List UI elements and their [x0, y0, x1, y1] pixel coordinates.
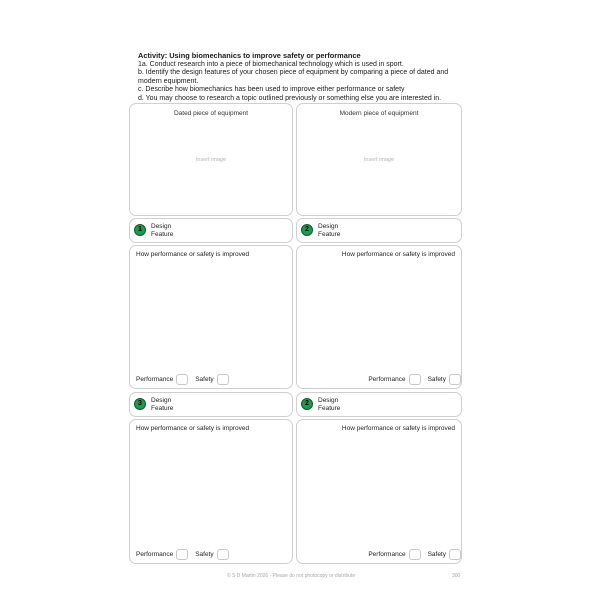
safety-checkbox[interactable]	[217, 549, 229, 560]
performance-checkbox[interactable]	[409, 549, 421, 560]
performance-checkbox[interactable]	[409, 374, 421, 385]
outcome-checkboxes	[136, 549, 236, 560]
performance-label: Performance	[136, 551, 174, 558]
how-improved-box-2[interactable]	[296, 245, 462, 389]
safety-label: Safety	[195, 551, 214, 558]
design-feature-label-line2: Feature	[318, 231, 341, 238]
safety-checkbox[interactable]	[217, 374, 229, 385]
design-feature-box-4[interactable]	[296, 392, 462, 417]
instruction-b: b. Identify the design features of your chosen piece of equipment by comparing a piece of dated and modern equipment.	[138, 69, 449, 85]
design-feature-label-line2: Feature	[151, 405, 174, 412]
activity-instructions	[138, 52, 468, 104]
design-feature-label	[151, 397, 211, 413]
dated-equipment-image-box[interactable]	[129, 103, 293, 216]
design-feature-label	[318, 223, 378, 239]
instruction-1a: 1a. Conduct research into a piece of biomechanical technology which is used in sport.	[138, 60, 404, 68]
safety-label: Safety	[195, 376, 214, 383]
performance-label: Performance	[368, 551, 406, 558]
design-feature-label-line1: Design	[318, 397, 339, 404]
insert-image-placeholder: Insert image	[363, 157, 395, 163]
design-feature-label-line1: Design	[318, 223, 339, 230]
safety-label: Safety	[427, 376, 446, 383]
safety-checkbox[interactable]	[449, 549, 461, 560]
performance-label: Performance	[368, 376, 406, 383]
safety-checkbox[interactable]	[449, 374, 461, 385]
performance-checkbox[interactable]	[176, 374, 188, 385]
how-improved-prompt: How performance or safety is improved	[341, 425, 455, 432]
how-improved-prompt: How performance or safety is improved	[136, 425, 250, 432]
design-feature-label-line2: Feature	[151, 231, 174, 238]
design-feature-label-line1: Design	[151, 397, 172, 404]
how-improved-prompt: How performance or safety is improved	[341, 251, 455, 258]
outcome-checkboxes	[368, 374, 461, 385]
dated-equipment-caption: Dated piece of equipment	[173, 110, 249, 117]
how-improved-box-4[interactable]	[296, 419, 462, 564]
feature-number-badge: 1	[134, 224, 146, 236]
design-feature-box-2[interactable]	[296, 218, 462, 243]
design-feature-label	[151, 223, 211, 239]
safety-label: Safety	[427, 551, 446, 558]
feature-number-badge: 2	[301, 224, 313, 236]
how-improved-prompt: How performance or safety is improved	[136, 251, 250, 258]
how-improved-box-1[interactable]	[129, 245, 293, 389]
page-number: 300	[452, 573, 461, 579]
design-feature-box-1[interactable]	[129, 218, 293, 243]
outcome-checkboxes	[368, 549, 461, 560]
design-feature-label	[318, 397, 378, 413]
how-improved-box-3[interactable]	[129, 419, 293, 564]
modern-equipment-caption: Modern piece of equipment	[339, 110, 419, 117]
design-feature-box-3[interactable]	[129, 392, 293, 417]
feature-number-badge: 3	[134, 398, 146, 410]
instruction-d: d. You may choose to research a topic outlined previously or something else you are interested in.	[138, 94, 442, 102]
outcome-checkboxes	[136, 374, 236, 385]
performance-label: Performance	[136, 376, 174, 383]
activity-title: Activity: Using biomechanics to improve safety or performance	[138, 51, 361, 60]
copyright-notice: © S D Martin 2026 - Please do not photocopy or distribute	[227, 573, 356, 579]
instruction-c: c. Describe how biomechanics has been used to improve either performance or safety	[138, 86, 405, 94]
feature-number-badge: 2	[301, 398, 313, 410]
performance-checkbox[interactable]	[176, 549, 188, 560]
design-feature-label-line2: Feature	[318, 405, 341, 412]
design-feature-label-line1: Design	[151, 223, 172, 230]
modern-equipment-image-box[interactable]	[296, 103, 462, 216]
insert-image-placeholder: Insert image	[195, 157, 227, 163]
